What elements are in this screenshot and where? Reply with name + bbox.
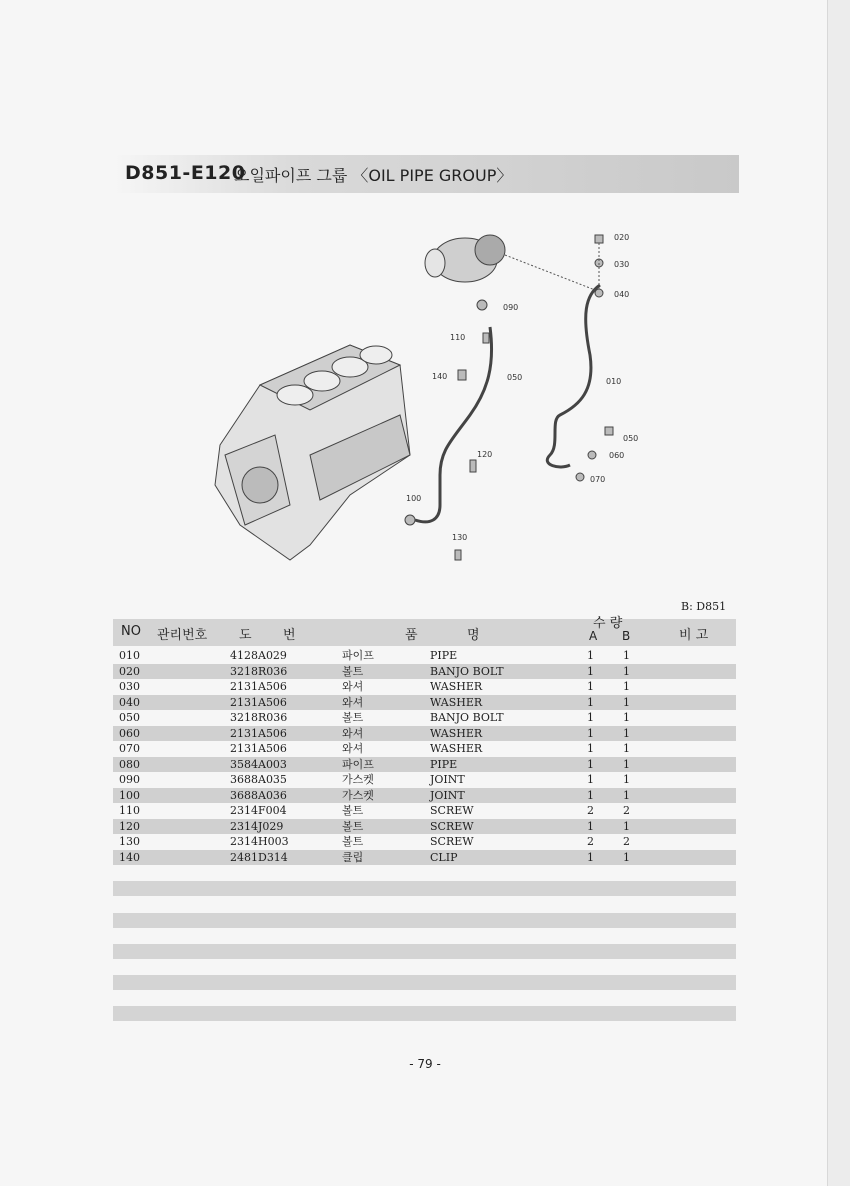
svg-text:020: 020 bbox=[614, 233, 630, 242]
table-cell: 가스켓 bbox=[342, 773, 374, 786]
header-do: 도 bbox=[239, 628, 252, 643]
header-b: B bbox=[622, 629, 631, 643]
table-cell: 와셔 bbox=[342, 695, 364, 709]
oil-pipe-exploded-diagram bbox=[200, 215, 660, 575]
table-cell: 100 bbox=[119, 788, 140, 802]
table-cell: 볼트 bbox=[342, 819, 364, 833]
table-row bbox=[113, 741, 736, 757]
table-cell: 4128A029 bbox=[230, 649, 287, 662]
table-cell: PIPE bbox=[430, 757, 458, 771]
table-cell: 1 bbox=[623, 664, 630, 678]
table-cell: 1 bbox=[623, 757, 630, 771]
table-row bbox=[113, 710, 736, 726]
table-row bbox=[113, 648, 736, 664]
table-row bbox=[113, 695, 736, 711]
table-cell: 클립 bbox=[342, 850, 364, 864]
section-code: D851-E120 bbox=[125, 162, 246, 184]
table-cell: 050 bbox=[119, 711, 140, 724]
table-cell: 3688A036 bbox=[230, 788, 287, 802]
header-no: NO bbox=[121, 624, 141, 639]
svg-text:100: 100 bbox=[406, 494, 422, 503]
table-cell: 1 bbox=[587, 695, 594, 709]
table-cell: 1 bbox=[587, 664, 594, 678]
blank-table-band bbox=[113, 1006, 736, 1021]
table-cell: 120 bbox=[119, 819, 140, 833]
header-myeong: 명 bbox=[467, 628, 480, 643]
table-row bbox=[113, 803, 736, 819]
table-cell: 2314F004 bbox=[230, 804, 287, 817]
table-cell: 1 bbox=[587, 649, 594, 662]
table-cell: 1 bbox=[587, 726, 594, 740]
table-cell: 1 bbox=[587, 742, 594, 755]
table-cell: 3218R036 bbox=[230, 711, 288, 724]
svg-text:030: 030 bbox=[614, 260, 630, 269]
table-cell: 2 bbox=[623, 835, 630, 848]
table-cell: 1 bbox=[587, 680, 594, 693]
table-cell: 볼트 bbox=[342, 835, 364, 848]
svg-text:050: 050 bbox=[623, 434, 639, 443]
table-cell: 1 bbox=[623, 819, 630, 833]
svg-text:140: 140 bbox=[432, 372, 448, 381]
svg-text:130: 130 bbox=[452, 533, 468, 542]
table-cell: 030 bbox=[119, 680, 140, 693]
table-cell: 1 bbox=[587, 819, 594, 833]
table-cell: WASHER bbox=[430, 726, 483, 740]
table-cell: 070 bbox=[119, 742, 140, 755]
table-row bbox=[113, 850, 736, 866]
table-cell: 볼트 bbox=[342, 804, 364, 817]
table-cell: 와셔 bbox=[342, 680, 364, 693]
table-cell: SCREW bbox=[430, 804, 474, 817]
table-cell: 2 bbox=[587, 835, 594, 848]
table-row bbox=[113, 664, 736, 680]
table-cell: SCREW bbox=[430, 835, 474, 848]
section-title-bar bbox=[113, 155, 739, 193]
header-pum: 품 bbox=[405, 628, 418, 643]
blank-table-band bbox=[113, 881, 736, 896]
table-row bbox=[113, 772, 736, 788]
table-cell: WASHER bbox=[430, 680, 483, 693]
table-cell: JOINT bbox=[430, 788, 465, 802]
table-cell: WASHER bbox=[430, 695, 483, 709]
table-cell: 3688A035 bbox=[230, 773, 287, 786]
table-row bbox=[113, 834, 736, 850]
table-cell: 볼트 bbox=[342, 711, 364, 724]
section-title: 오일파이프 그룹 〈OIL PIPE GROUP〉 bbox=[234, 166, 513, 185]
header-beon: 번 bbox=[283, 628, 296, 643]
header-mgmt-no: 관리번호 bbox=[157, 628, 208, 643]
table-row bbox=[113, 757, 736, 773]
header-quantity: 수 량 bbox=[593, 616, 623, 631]
table-cell: 080 bbox=[119, 757, 140, 771]
blank-table-band bbox=[113, 913, 736, 928]
page-number: - 79 - bbox=[409, 1057, 441, 1071]
table-cell: 2131A506 bbox=[230, 726, 287, 740]
table-cell: 1 bbox=[623, 680, 630, 693]
header-remarks: 비 고 bbox=[679, 628, 709, 643]
table-cell: 파이프 bbox=[342, 649, 374, 662]
table-cell: 2 bbox=[623, 804, 630, 817]
table-cell: 2131A506 bbox=[230, 695, 287, 709]
table-cell: 2481D314 bbox=[230, 850, 288, 864]
table-cell: SCREW bbox=[430, 819, 474, 833]
table-row bbox=[113, 679, 736, 695]
table-cell: 1 bbox=[587, 711, 594, 724]
table-cell: 140 bbox=[119, 850, 140, 864]
table-cell: 1 bbox=[623, 649, 630, 662]
table-cell: 2 bbox=[587, 804, 594, 817]
table-cell: 060 bbox=[119, 726, 140, 740]
page-edge bbox=[827, 0, 850, 1186]
blank-table-band bbox=[113, 944, 736, 959]
table-cell: WASHER bbox=[430, 742, 483, 755]
table-cell: 파이프 bbox=[342, 757, 374, 771]
table-cell: 2314H003 bbox=[230, 835, 289, 848]
table-cell: 1 bbox=[623, 742, 630, 755]
svg-text:090: 090 bbox=[503, 303, 519, 312]
table-row bbox=[113, 788, 736, 804]
table-row bbox=[113, 819, 736, 835]
svg-text:040: 040 bbox=[614, 290, 630, 299]
table-cell: 1 bbox=[623, 773, 630, 786]
table-cell: 040 bbox=[119, 695, 140, 709]
table-cell: 2314J029 bbox=[230, 819, 284, 833]
table-cell: 1 bbox=[587, 773, 594, 786]
svg-text:070: 070 bbox=[590, 475, 606, 484]
table-cell: 3218R036 bbox=[230, 664, 288, 678]
table-cell: 3584A003 bbox=[230, 757, 287, 771]
table-cell: 와셔 bbox=[342, 726, 364, 740]
svg-text:010: 010 bbox=[606, 377, 622, 386]
table-cell: 090 bbox=[119, 773, 140, 786]
table-cell: 1 bbox=[587, 757, 594, 771]
table-cell: BANJO BOLT bbox=[430, 711, 504, 724]
table-cell: 020 bbox=[119, 664, 140, 678]
table-cell: JOINT bbox=[430, 773, 465, 786]
table-cell: 010 bbox=[119, 649, 140, 662]
table-row bbox=[113, 726, 736, 742]
table-cell: 1 bbox=[623, 711, 630, 724]
svg-text:120: 120 bbox=[477, 450, 493, 459]
table-cell: BANJO BOLT bbox=[430, 664, 504, 678]
table-cell: CLIP bbox=[430, 850, 458, 864]
table-cell: 볼트 bbox=[342, 664, 364, 678]
svg-text:060: 060 bbox=[609, 451, 625, 460]
table-cell: 110 bbox=[119, 804, 140, 817]
table-cell: 130 bbox=[119, 835, 140, 848]
model-reference: B: D851 bbox=[681, 600, 727, 613]
table-cell: 와셔 bbox=[342, 742, 364, 755]
table-cell: 1 bbox=[587, 850, 594, 864]
table-cell: 1 bbox=[623, 726, 630, 740]
table-header bbox=[113, 616, 736, 646]
header-a: A bbox=[589, 629, 598, 643]
table-cell: 2131A506 bbox=[230, 680, 287, 693]
table-cell: 2131A506 bbox=[230, 742, 287, 755]
svg-text:050: 050 bbox=[507, 373, 523, 382]
svg-text:110: 110 bbox=[450, 333, 466, 342]
parts-table-body bbox=[113, 648, 736, 865]
table-cell: 1 bbox=[623, 695, 630, 709]
table-cell: PIPE bbox=[430, 649, 458, 662]
blank-table-band bbox=[113, 975, 736, 990]
table-cell: 가스켓 bbox=[342, 788, 374, 802]
table-cell: 1 bbox=[623, 850, 630, 864]
table-cell: 1 bbox=[587, 788, 594, 802]
table-cell: 1 bbox=[623, 788, 630, 802]
